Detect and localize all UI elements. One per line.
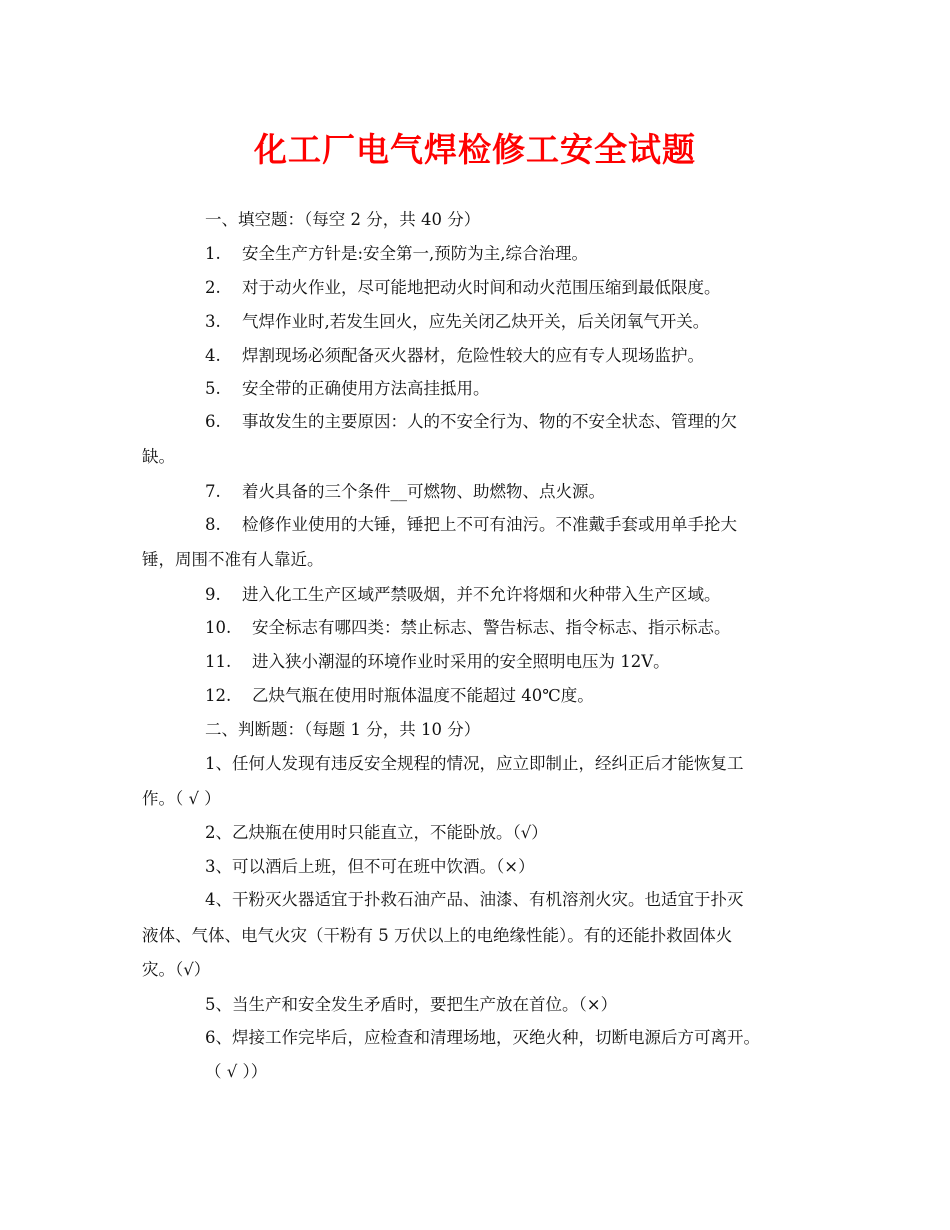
- document-title: 化工厂电气焊检修工安全试题: [254, 130, 696, 169]
- item-number: 3.: [205, 312, 221, 331]
- section1-heading: 一、填空题：（每空 2 分，共 40 分）: [205, 210, 481, 229]
- item-number: 4.: [205, 346, 221, 365]
- item-text: 焊割现场必须配备灭火器材，危险性较大的应有专人现场监护。: [242, 346, 704, 365]
- judge-item-2: 2、乙炔瓶在使用时只能直立，不能卧放。（√）: [205, 823, 548, 842]
- fill-item-5: [205, 378, 490, 400]
- item-number: 10.: [205, 618, 232, 637]
- item-text: 进入化工生产区域严禁吸烟，并不允许将烟和火种带入生产区域。: [242, 585, 721, 604]
- fill-item-9: [205, 584, 721, 606]
- item-number: 5.: [205, 379, 221, 398]
- judge-item-3: 3、可以酒后上班，但不可在班中饮酒。（×）: [205, 857, 535, 876]
- fill-item-8: [205, 514, 737, 536]
- judge-item-4: 4、干粉灭火器适宜于扑救石油产品、油漆、有机溶剂火灾。也适宜于扑灭: [205, 890, 744, 909]
- item-text: 安全带的正确使用方法高挂抵用。: [242, 379, 490, 398]
- item-number: 11.: [205, 652, 232, 671]
- item-text: 乙炔气瓶在使用时瓶体温度不能超过 40℃度。: [252, 686, 594, 705]
- item-text: 检修作业使用的大锤，锤把上不可有油污。不准戴手套或用单手抡大: [242, 515, 737, 534]
- judge-item-4-continued-1: 液体、气体、电气火灾（干粉有 5 万伏以上的电绝缘性能）。有的还能扑救固体火: [142, 926, 733, 945]
- fill-item-1: [205, 243, 588, 265]
- item-number: 6.: [205, 412, 221, 431]
- item-number: 9.: [205, 585, 221, 604]
- item-number: 2.: [205, 278, 221, 297]
- judge-item-6-continued: （ √ ））: [205, 1062, 268, 1081]
- item-text: 事故发生的主要原因：人的不安全行为、物的不安全状态、管理的欠: [242, 412, 737, 431]
- item-number: 1.: [205, 244, 221, 263]
- item-number: 12.: [205, 686, 232, 705]
- item-text: 安全标志有哪四类：禁止标志、警告标志、指令标志、指示标志。: [252, 618, 731, 637]
- item-number: 7.: [205, 482, 221, 501]
- fill-item-8-continued: 锤，周围不准有人靠近。: [142, 550, 324, 569]
- fill-item-4: [205, 345, 704, 367]
- item-text: 进入狭小潮湿的环境作业时采用的安全照明电压为 12V。: [252, 652, 670, 671]
- judge-item-1-continued: 作。（ √ ）: [142, 789, 221, 808]
- fill-item-6: [205, 411, 737, 433]
- judge-item-6: 6、焊接工作完毕后，应检查和清理场地，灭绝火种，切断电源后方可离开。: [205, 1028, 760, 1047]
- fill-item-3: [205, 311, 709, 333]
- fill-item-12: [205, 685, 594, 707]
- item-number: 8.: [205, 515, 221, 534]
- item-text: 安全生产方针是:安全第一,预防为主,综合治理。: [242, 244, 589, 263]
- fill-item-2: [205, 277, 721, 299]
- judge-item-5: 5、当生产和安全发生矛盾时，要把生产放在首位。（×）: [205, 995, 618, 1014]
- fill-item-7: [205, 481, 605, 503]
- fill-item-6-continued: 缺。: [142, 447, 175, 466]
- judge-item-4-continued-2: 灾。（√）: [142, 960, 211, 979]
- section2-heading: 二、判断题：（每题 1 分，共 10 分）: [205, 720, 481, 739]
- judge-item-1: 1、任何人发现有违反安全规程的情况，应立即制止，经纠正后才能恢复工: [205, 754, 744, 773]
- item-text: 对于动火作业，尽可能地把动火时间和动火范围压缩到最低限度。: [242, 278, 721, 297]
- item-text: 着火具备的三个条件__可燃物、助燃物、点火源。: [242, 482, 605, 501]
- fill-item-10: [205, 617, 731, 639]
- item-text: 气焊作业时,若发生回火，应先关闭乙炔开关，后关闭氧气开关。: [242, 312, 710, 331]
- fill-item-11: [205, 651, 670, 673]
